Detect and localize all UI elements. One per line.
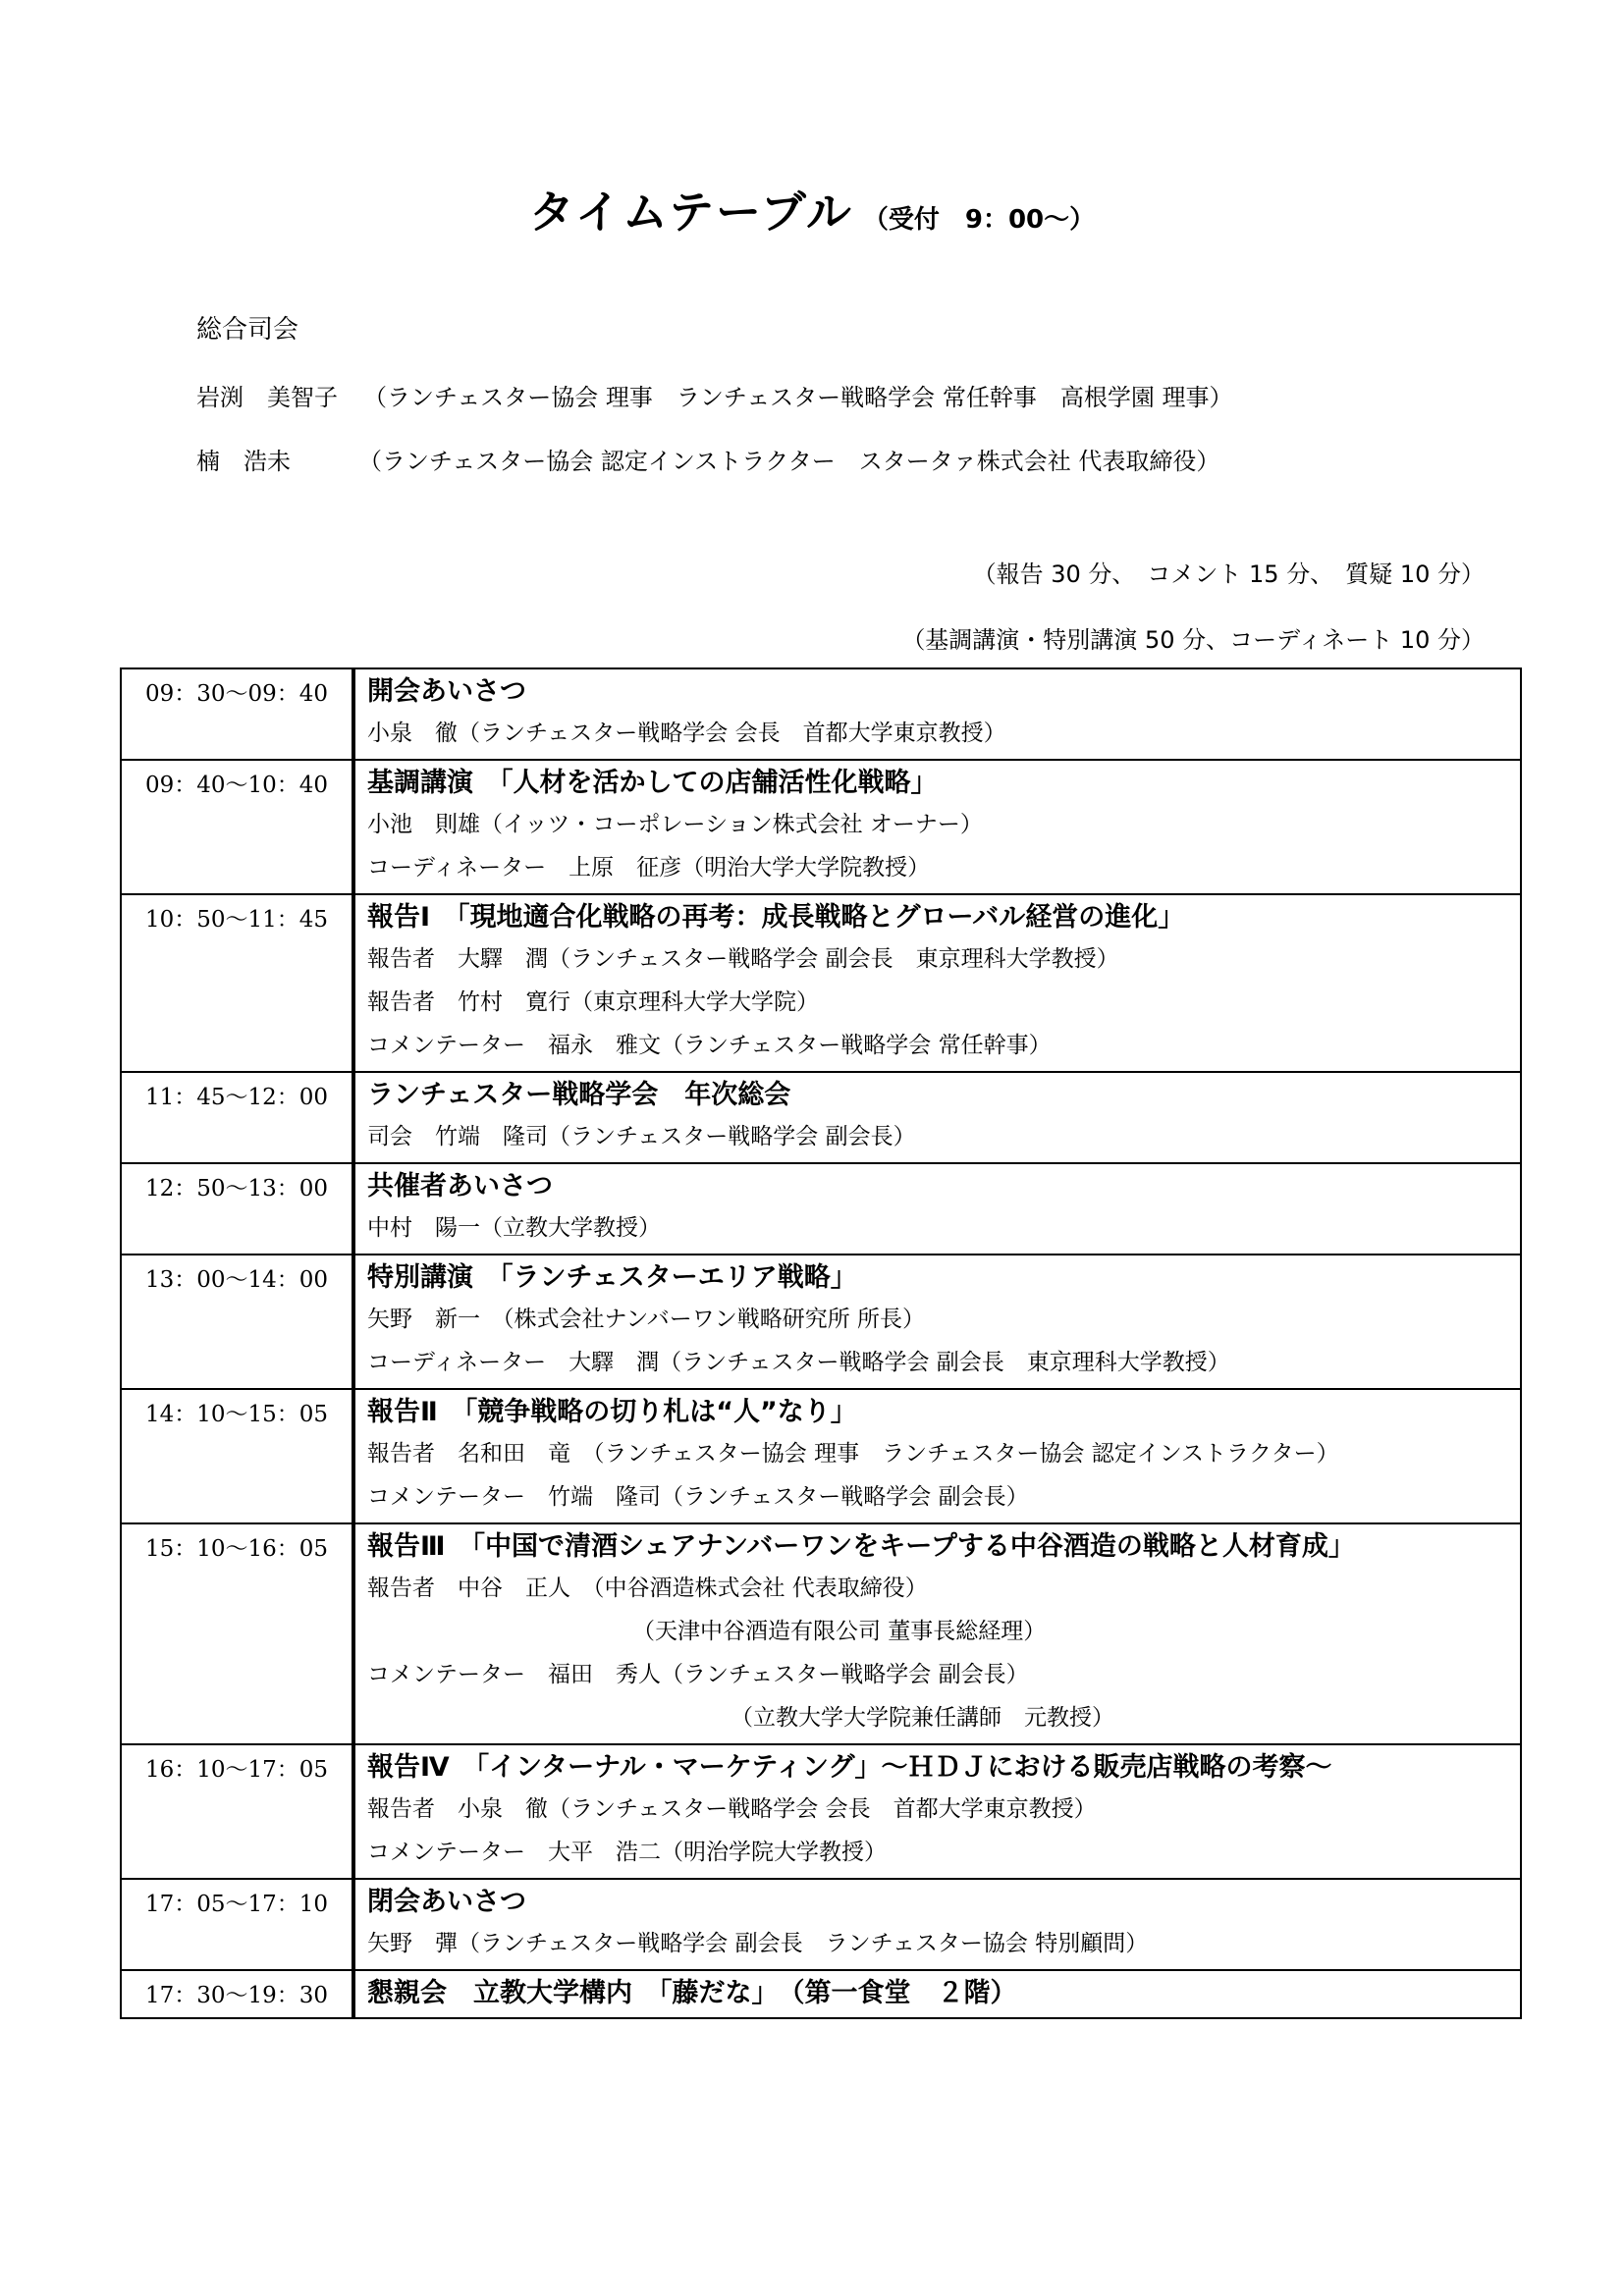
session-participant: コメンテーター 竹端 隆司（ランチェスター戦略学会 副会長） [367,1484,1029,1510]
session-label: 報告Ⅱ [367,1397,438,1427]
session-participant: コーディネーター 上原 征彦（明治大学大学院教授） [367,855,931,881]
session-details [353,1970,1521,2018]
session-topic: 「ランチェスターエリア戦略」 [500,1262,857,1293]
session-title [367,1527,1508,1567]
session-participant: コメンテーター 大平 浩二（明治学院大学教授） [367,1840,887,1865]
table-row [121,1970,1521,2018]
session-time: 16：10～17：05 [121,1744,353,1879]
session-participant: 報告者 小泉 徹（ランチェスター戦略学会 会長 首都大学東京教授） [367,1796,1097,1822]
session-title [367,1974,1508,2013]
session-details [353,668,1521,760]
session-topic: 「人材を活かしての店舗活性化戦略」 [500,768,938,798]
title-subtitle: （受付 9：00～） [862,205,1096,235]
session-title [367,1167,1508,1206]
session-time: 12：50～13：00 [121,1163,353,1255]
session-label: 共催者あいさつ [367,1171,553,1201]
session-participant: 報告者 竹村 寛行（東京理科大学大学院） [367,989,819,1015]
title-main: タイムテーブル [528,186,853,239]
table-row [121,894,1521,1072]
session-participant: 中村 陽一（立教大学教授） [367,1215,661,1241]
session-title [367,1748,1508,1788]
session-participant: 矢野 彈（ランチェスター戦略学会 副会長 ランチェスター協会 特別顧問） [367,1931,1149,1956]
timing-note: （基調講演・特別講演 50 分、コーディネート 10 分） [901,626,1485,654]
session-topic: 年次総会 [684,1080,791,1110]
session-label: 特別講演 [367,1262,473,1293]
emcee-detail: （ランチェスター協会 認定インストラクター スタータァ株式会社 代表取締役） [358,448,1220,475]
session-time: 09：40～10：40 [121,760,353,894]
session-details [353,1523,1521,1744]
session-participant: コメンテーター 福田 秀人（ランチェスター戦略学会 副会長） [367,1662,1029,1687]
table-row [121,1879,1521,1970]
session-title [367,764,1508,803]
session-label: 報告Ⅳ [367,1752,450,1783]
session-title [367,672,1508,712]
session-topic: 「インターナル・マーケティング」～ＨＤＪにおける販売店戦略の考察～ [475,1752,1332,1783]
session-participant: 報告者 大驛 潤（ランチェスター戦略学会 副会長 東京理科大学教授） [367,946,1119,972]
session-participant: 報告者 中谷 正人 （中谷酒造株式会社 代表取締役） [367,1575,928,1601]
session-label: 閉会あいさつ [367,1887,526,1917]
session-details [353,1072,1521,1163]
session-label: 懇親会 [367,1978,447,2008]
session-topic: 「競争戦略の切り札は“人”なり」 [463,1397,857,1427]
session-time: 17：05～17：10 [121,1879,353,1970]
timing-note: （報告 30 分、 コメント 15 分、 質疑 10 分） [972,561,1485,588]
table-row [121,1163,1521,1255]
session-label: 報告Ⅲ [367,1531,446,1562]
session-details [353,1255,1521,1389]
session-participant: コーディネーター 大驛 潤（ランチェスター戦略学会 副会長 東京理科大学教授） [367,1350,1230,1375]
session-label: 開会あいさつ [367,676,526,707]
session-participant: 小泉 徹（ランチェスター戦略学会 会長 首都大学東京教授） [367,721,1006,746]
emcee-row [196,378,1232,412]
emcee-name: 岩渕 美智子 [196,384,338,411]
session-time: 09：30～09：40 [121,668,353,760]
session-title [367,1393,1508,1432]
table-row [121,1744,1521,1879]
session-details [353,1389,1521,1523]
timetable [120,667,1522,2019]
table-row [121,1072,1521,1163]
table-row [121,1523,1521,1744]
session-topic: 「中国で清酒シェアナンバーワンをキープする中谷酒造の戦略と人材育成」 [471,1531,1355,1562]
session-topic: 立教大学構内 「藤だな」 （第一食堂 ２階） [473,1978,1017,2008]
table-row [121,760,1521,894]
emcee-detail: （ランチェスター協会 理事 ランチェスター戦略学会 常任幹事 高根学園 理事） [363,384,1233,411]
session-participant: コメンテーター 福永 雅文（ランチェスター戦略学会 常任幹事） [367,1033,1052,1058]
session-details [353,1163,1521,1255]
session-time: 17：30～19：30 [121,1970,353,2018]
session-details [353,894,1521,1072]
page-title [0,177,1624,241]
table-row [121,1389,1521,1523]
session-title [367,898,1508,937]
session-time: 11：45～12：00 [121,1072,353,1163]
session-details [353,1744,1521,1879]
session-details [353,1879,1521,1970]
session-details [353,760,1521,894]
session-title [367,1258,1508,1298]
session-title [367,1076,1508,1115]
session-time: 13：00～14：00 [121,1255,353,1389]
session-participant: 矢野 新一 （株式会社ナンバーワン戦略研究所 所長） [367,1307,926,1332]
session-participant: 司会 竹端 隆司（ランチェスター戦略学会 副会長） [367,1124,916,1149]
timetable-body [121,668,1521,2018]
session-time: 14：10～15：05 [121,1389,353,1523]
session-participant: （立教大学大学院兼任講師 元教授） [731,1705,1114,1731]
table-row [121,668,1521,760]
session-participant: 小池 則雄（イッツ・コーポレーション株式会社 オーナー） [367,812,983,837]
session-participant: （天津中谷酒造有限公司 董事長総経理） [632,1619,1047,1644]
session-label: 報告Ⅰ [367,902,431,933]
session-time: 10：50～11：45 [121,894,353,1072]
session-time: 15：10～16：05 [121,1523,353,1744]
emcee-row [196,442,1219,476]
session-title [367,1883,1508,1922]
session-topic: 「現地適合化戦略の再考：成長戦略とグローバル経営の進化」 [457,902,1185,933]
emcee-name: 楠 浩未 [196,448,291,475]
session-label: 基調講演 [367,768,473,798]
session-participant: 報告者 名和田 竜 （ランチェスター協会 理事 ランチェスター協会 認定インストラクター） [367,1441,1339,1467]
table-row [121,1255,1521,1389]
emcee-heading: 総合司会 [196,315,299,345]
session-label: ランチェスター戦略学会 [367,1080,659,1110]
